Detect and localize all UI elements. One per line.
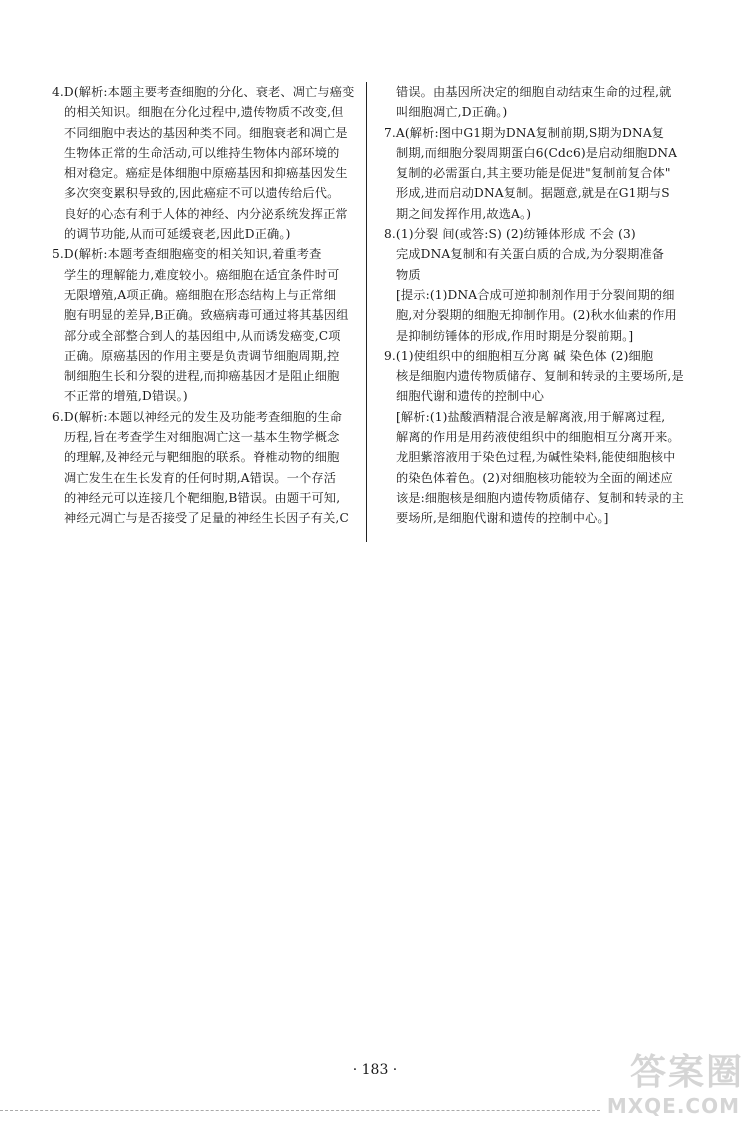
text-line: 不正常的增殖,D错误。) [64,389,188,404]
text-line: 要场所,是细胞代谢和遗传的控制中心。] [396,511,609,526]
text-line: 叫细胞凋亡,D正确。) [396,105,508,120]
column-divider [366,82,367,542]
text-line: 的理解,及神经元与靶细胞的联系。脊椎动物的细胞 [64,450,340,465]
page-number: · 183 · [352,1062,398,1078]
text-line: 完成DNA复制和有关蛋白质的合成,为分裂期准备 [396,247,665,262]
text-line: 部分或全部整合到人的基因组中,从而诱发癌变,C项 [64,328,341,343]
text-line: 5.D(解析:本题考查细胞癌变的相关知识,着重考查 [52,247,322,262]
text-line: 相对稳定。癌症是体细胞中原癌基因和抑癌基因发生 [64,166,348,181]
answer-item-9-explanation [384,407,694,529]
text-line: 学生的理解能力,难度较小。癌细胞在适宜条件时可 [64,267,340,282]
watermark-site-url: MXQE.COM [606,1094,740,1118]
text-line: 8.(1)分裂 间(或答:S) (2)纺锤体形成 不会 (3) [384,227,636,242]
text-line: 细胞代谢和遗传的控制中心 [396,389,545,404]
text-line: 生物体正常的生命活动,可以维持生物体内部环境的 [64,145,340,160]
answer-item-6-continued [384,82,694,123]
text-line: 的调节功能,从而可延缓衰老,因此D正确。) [64,227,291,242]
text-line: 6.D(解析:本题以神经元的发生及功能考查细胞的生命 [52,409,343,424]
answer-item-8-hint [384,285,694,346]
text-line: 的染色体着色。(2)对细胞核功能较为全面的阐述应 [396,470,673,485]
text-line: 期之间发挥作用,故选A。) [396,206,532,221]
text-line: 多次突变累积导致的,因此癌症不可以遗传给后代。 [64,186,340,201]
answer-item-7 [384,123,694,224]
text-line: 物质 [396,267,421,282]
text-line: [提示:(1)DNA合成可逆抑制剂作用于分裂间期的细 [396,287,675,302]
answer-item-9 [384,346,694,407]
text-line: 胞,对分裂期的细胞无抑制作用。(2)秋水仙素的作用 [396,308,677,323]
text-line: 复制的必需蛋白,其主要功能是促进"复制前复合体" [396,166,671,181]
text-line: 制期,而细胞分裂周期蛋白6(Cdc6)是启动细胞DNA [396,145,678,160]
text-line: 核是细胞内遗传物质储存、复制和转录的主要场所,是 [396,369,684,384]
watermark-logo-text: 答案圈 [629,1052,744,1093]
text-line: 正确。原癌基因的作用主要是负责调节细胞周期,控 [64,348,340,363]
answer-item-4 [52,82,355,244]
answer-item-6 [52,407,352,529]
text-line: 历程,旨在考查学生对细胞凋亡这一基本生物学概念 [64,430,340,445]
text-line: 良好的心态有利于人体的神经、内分泌系统发挥正常 [64,206,348,221]
text-line: 制细胞生长和分裂的进程,而抑癌基因才是阻止细胞 [64,369,340,384]
right-column [384,82,694,529]
bottom-scan-edge [0,1110,600,1112]
answer-item-5 [52,244,352,406]
text-line: 无限增殖,A项正确。癌细胞在形态结构上与正常细 [64,287,337,302]
text-line: 龙胆紫溶液用于染色过程,为碱性染料,能使细胞核中 [396,450,676,465]
text-line: 凋亡发生在生长发育的任何时期,A错误。一个存活 [64,470,337,485]
left-column [52,82,355,529]
text-line: 神经元凋亡与是否接受了足量的神经生长因子有关,C [64,511,349,526]
text-line: 形成,进而启动DNA复制。据题意,就是在G1期与S [396,186,670,201]
text-line: 错误。由基因所决定的细胞自动结束生命的过程,就 [396,85,672,99]
text-line: 9.(1)使组织中的细胞相互分离 碱 染色体 (2)细胞 [384,348,654,363]
text-line: 不同细胞中表达的基因种类不同。细胞衰老和凋亡是 [64,125,348,140]
text-line: [解析:(1)盐酸酒精混合液是解离液,用于解离过程, [396,409,666,424]
text-line: 该是:细胞核是细胞内遗传物质储存、复制和转录的主 [396,490,685,505]
text-line: 的神经元可以连接几个靶细胞,B错误。由题干可知, [64,490,341,505]
site-watermark [594,1044,744,1118]
text-line: 解离的作用是用药液使组织中的细胞相互分离开来。 [396,430,680,445]
answer-item-8 [384,224,694,285]
text-line: 是抑制纺锤体的形成,作用时期是分裂前期。] [396,328,634,343]
text-line: 4.D(解析:本题主要考查细胞的分化、衰老、凋亡与癌变 [52,85,355,99]
text-line: 7.A(解析:图中G1期为DNA复制前期,S期为DNA复 [384,125,665,140]
text-line: 的相关知识。细胞在分化过程中,遗传物质不改变,但 [64,105,344,120]
text-line: 胞有明显的差异,B正确。致癌病毒可通过将其基因组 [64,308,349,323]
